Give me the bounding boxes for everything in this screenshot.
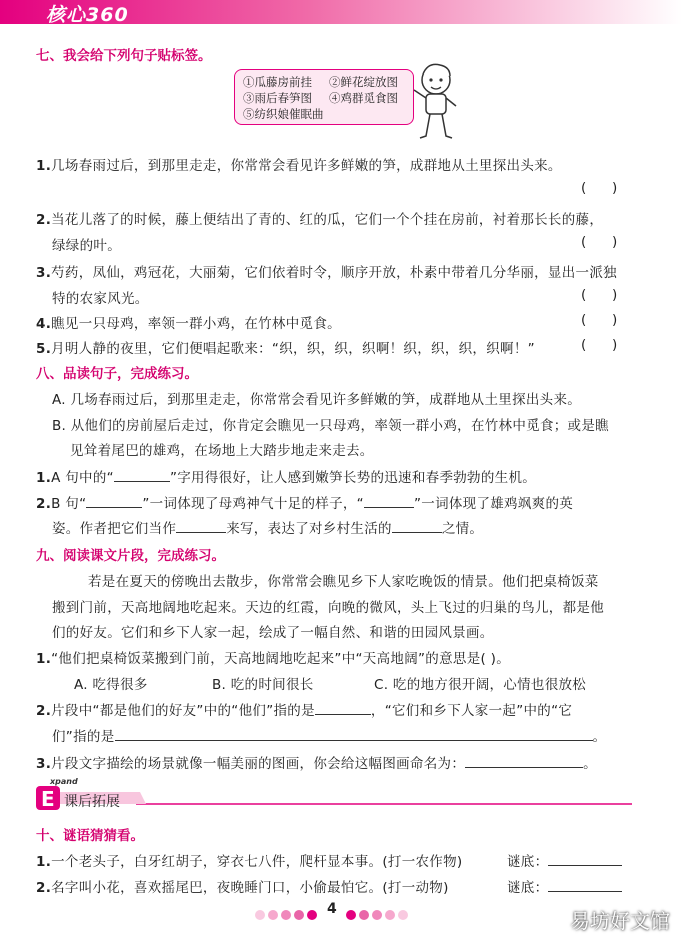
footer-dots-left [255, 904, 320, 923]
s7-answer-2[interactable]: ( ) [581, 234, 618, 250]
s8-q2-blank-4[interactable] [392, 520, 442, 533]
s7-item-1: 1.几场春雨过后，到那里走走，你常常会看见许多鲜嫩的笋，成群地从土里探出头来。 [36, 158, 562, 174]
s7-answer-5[interactable]: ( ) [581, 337, 618, 353]
cartoon-boy-illustration [410, 60, 460, 144]
s7-item-2-cont: 绿绿的叶。 [52, 238, 121, 254]
s9-q2-blank-2[interactable] [115, 728, 593, 741]
s7-item-4: 4.瞧见一只母鸡，率领一群小鸡，在竹林中觅食。 [36, 316, 341, 332]
s9-passage-line-1: 若是在夏天的傍晚出去散步，你常常会瞧见乡下人家吃晚饭的情景。他们把桌椅饭菜 [88, 574, 599, 590]
s9-q3-blank[interactable] [465, 755, 583, 768]
expand-banner [36, 778, 632, 812]
s9-option-a[interactable]: A. 吃得很多 [74, 677, 148, 693]
tag-5: ⑤纺织娘催眠曲 [243, 107, 324, 121]
s10-answer-1: 谜底： [507, 850, 622, 870]
s9-question-2: 2.片段中“都是他们的好友”中的“他们”指的是 ，“它们和乡下人家一起”中的“它 [36, 703, 573, 719]
s8-sentence-b-cont: 见耸着尾巴的雄鸡，在场地上大踏步地走来走去。 [70, 443, 374, 459]
s9-question-2-cont: 们”指的是 。 [52, 729, 607, 745]
s8-question-1: 1.A 句中的“ ”字用得很好，让人感到嫩笋长势的迅速和春季勃勃的生机。 [36, 470, 537, 486]
s7-item-3-cont: 特的农家风光。 [52, 291, 149, 307]
s8-q1-blank[interactable] [114, 469, 170, 482]
tag-2: ②鲜花绽放图 [329, 75, 398, 89]
s9-q2-blank-1[interactable] [315, 702, 371, 715]
s8-q2-blank-3[interactable] [176, 520, 226, 533]
expand-small-text: xpand [50, 777, 78, 786]
tag-box [234, 69, 414, 125]
s9-option-b[interactable]: B. 吃的时间很长 [212, 677, 314, 693]
s8-q2-blank-2[interactable] [364, 495, 414, 508]
s8-question-2: 2.B 句“ ”一词体现了母鸡神气十足的样子，“ ”一词体现了雄鸡飒爽的英 [36, 496, 574, 512]
expand-letter: E [41, 787, 55, 811]
s10-answer-2-blank[interactable] [548, 879, 622, 892]
tag-1: ①瓜藤房前挂 [243, 75, 312, 89]
s7-item-5: 5.月明人静的夜里，它们便唱起歌来：“织，织，织，织啊！织，织，织，织啊！” [36, 341, 535, 357]
s10-riddle-1: 1.一个老头子，白牙红胡子，穿衣七八件，爬杆显本事。(打一农作物) [36, 854, 463, 870]
s9-option-c[interactable]: C. 吃的地方很开阔，心情也很放松 [374, 677, 587, 693]
s9-passage-line-3: 们的好友。它们和乡下人家一起，绘成了一幅自然、和谐的田园风景画。 [52, 625, 494, 641]
page-number: 4 [327, 901, 337, 917]
tag-4: ④鸡群觅食图 [329, 91, 398, 105]
s8-question-2-cont: 姿。作者把它们当作 来写，表达了对乡村生活的 之情。 [52, 521, 484, 537]
expand-title: 课后拓展 [64, 794, 120, 810]
s10-answer-2: 谜底： [507, 876, 622, 896]
s8-q2-blank-1[interactable] [86, 495, 142, 508]
s7-answer-1[interactable]: ( ) [581, 180, 618, 196]
section-10-title: 十、谜语猜猜看。 [36, 828, 144, 844]
s9-question-3: 3.片段文字描绘的场景就像一幅美丽的图画，你会给这幅图画命名为： 。 [36, 756, 597, 772]
section-9-title: 九、阅读课文片段，完成练习。 [36, 548, 225, 564]
section-7-title: 七、我会给下列句子贴标签。 [36, 48, 212, 64]
footer-dots-right [346, 904, 411, 923]
s8-sentence-b: B. 从他们的房前屋后走过，你肯定会瞧见一只母鸡，率领一群小鸡，在竹林中觅食；或是瞧 [52, 418, 609, 434]
section-8-title: 八、品读句子，完成练习。 [36, 366, 198, 382]
s9-question-1: 1.“他们把桌椅饭菜搬到门前，天高地阔地吃起来”中“天高地阔”的意思是( )。 [36, 651, 511, 667]
s10-riddle-2: 2.名字叫小花，喜欢摇尾巴，夜晚睡门口，小偷最怕它。(打一动物) [36, 880, 449, 896]
watermark: 易坊好文馆 [570, 909, 670, 933]
s7-item-3: 3.芍药，凤仙，鸡冠花，大丽菊，它们依着时令，顺序开放，朴素中带着几分华丽，显出一派独 [36, 265, 617, 281]
s7-item-2: 2.当花儿落了的时候，藤上便结出了青的、红的瓜，它们一个个挂在房前，衬着那长长的藤， [36, 212, 604, 228]
s9-passage-line-2: 搬到门前，天高地阔地吃起来。天边的红霞，向晚的微风，头上飞过的归巢的鸟儿，都是他 [52, 600, 604, 616]
tag-3: ③雨后春笋图 [243, 91, 312, 105]
s10-answer-1-blank[interactable] [548, 853, 622, 866]
s8-sentence-a: A. 几场春雨过后，到那里走走，你常常会看见许多鲜嫩的笋，成群地从土里探出头来。 [52, 392, 582, 408]
s7-answer-4[interactable]: ( ) [581, 312, 618, 328]
s7-answer-3[interactable]: ( ) [581, 287, 618, 303]
brand-logo: 核心360 [46, 4, 129, 26]
